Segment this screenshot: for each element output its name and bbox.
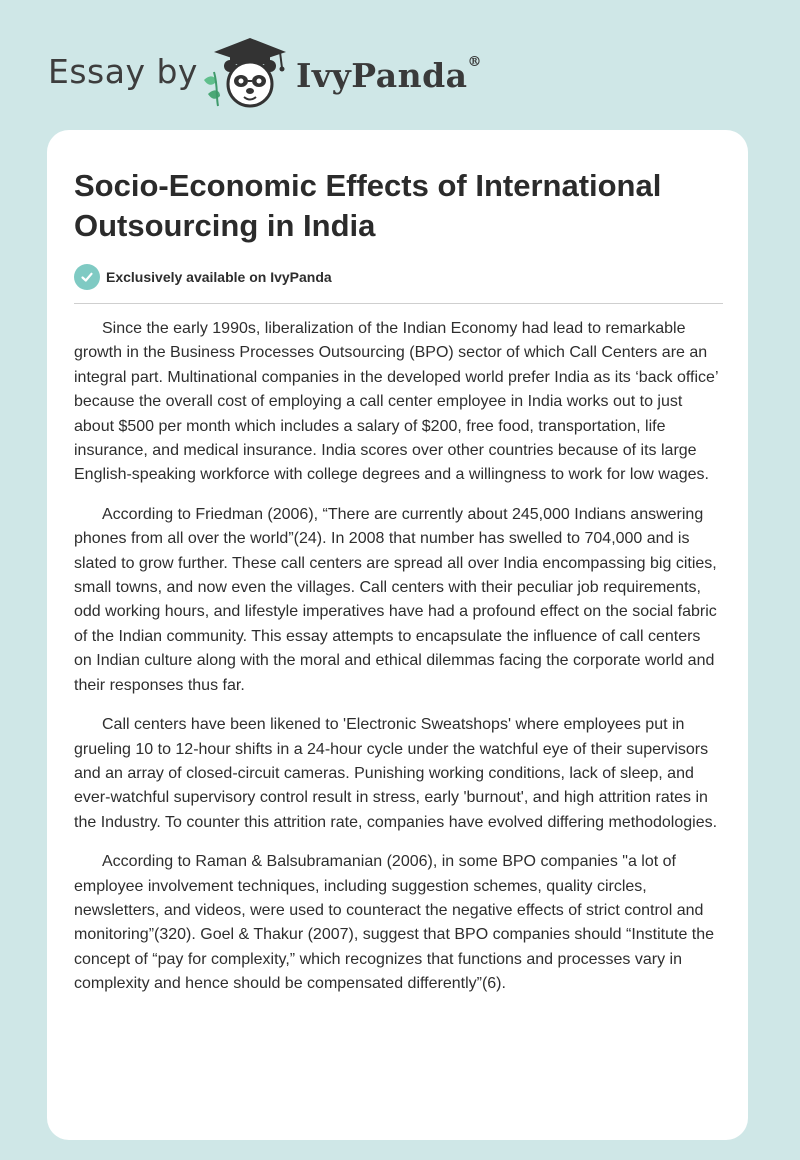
exclusive-badge	[74, 264, 332, 290]
essay-by-label: Essay by	[48, 52, 198, 91]
site-header	[0, 0, 800, 130]
paragraph: Since the early 1990s, liberalization of the Indian Economy had lead to remarkable growth in the Business Processes Outsourcing (BPO) sector of which Call Centers are an integral part. Multinational companies in the developed world prefer India as its ‘back office’ because the overall cost of employing a call center employee in India works out to just about $500 per month which includes a salary of $200, free food, transportation, life insurance, and medical insurance. India scores over other countries because of its large English-speaking workforce with college degrees and a willingness to work for low wages.	[74, 320, 718, 484]
check-icon	[74, 264, 100, 290]
essay-body	[74, 317, 722, 1012]
brand-name[interactable]: IvyPanda®	[296, 54, 483, 95]
page-title: Socio-Economic Effects of International Outsourcing in India	[74, 168, 662, 243]
divider	[74, 303, 723, 304]
paragraph: Call centers have been likened to 'Electronic Sweatshops' where employees put in grueling 10 to 12-hour shifts in a 24-hour cycle under the watchful eye of their supervisors and an array of closed-circuit cameras. Punishing working conditions, lack of sleep, and ever-watchful supervisory control result in stress, early 'burnout', and high attrition rates in the Industry. To counter this attrition rate, companies have evolved differing methodologies.	[74, 716, 718, 831]
ivypanda-logo-icon[interactable]	[200, 36, 290, 110]
exclusive-badge-label: Exclusively available on IvyPanda	[106, 269, 332, 285]
paragraph: According to Raman & Balsubramanian (2006), in some BPO companies "a lot of employee involvement techniques, including suggestion schemes, quality circles, newsletters, and videos, were used to counteract the negative effects of strict control and monitoring”(320). Goel & Thakur (2007), suggest that BPO companies should “Institute the concept of “pay for complexity,” which recognizes that functions and processes vary in complexity and hence should be compensated differently”(6).	[74, 853, 715, 993]
paragraph: According to Friedman (2006), “There are currently about 245,000 Indians answering phones from all over the world”(24). In 2008 that number has swelled to 704,000 and is slated to grow further. These call centers are spread all over India encompassing big cities, small towns, and now even the villages. Call centers with their peculiar job requirements, odd working hours, and lifestyle imperatives have had a profound effect on the social fabric of the Indian community. This essay attempts to encapsulate the influence of call centers on Indian culture along with the moral and ethical dilemmas facing the corporate world and their responses thus far.	[74, 505, 717, 694]
essay-card	[47, 130, 748, 1140]
